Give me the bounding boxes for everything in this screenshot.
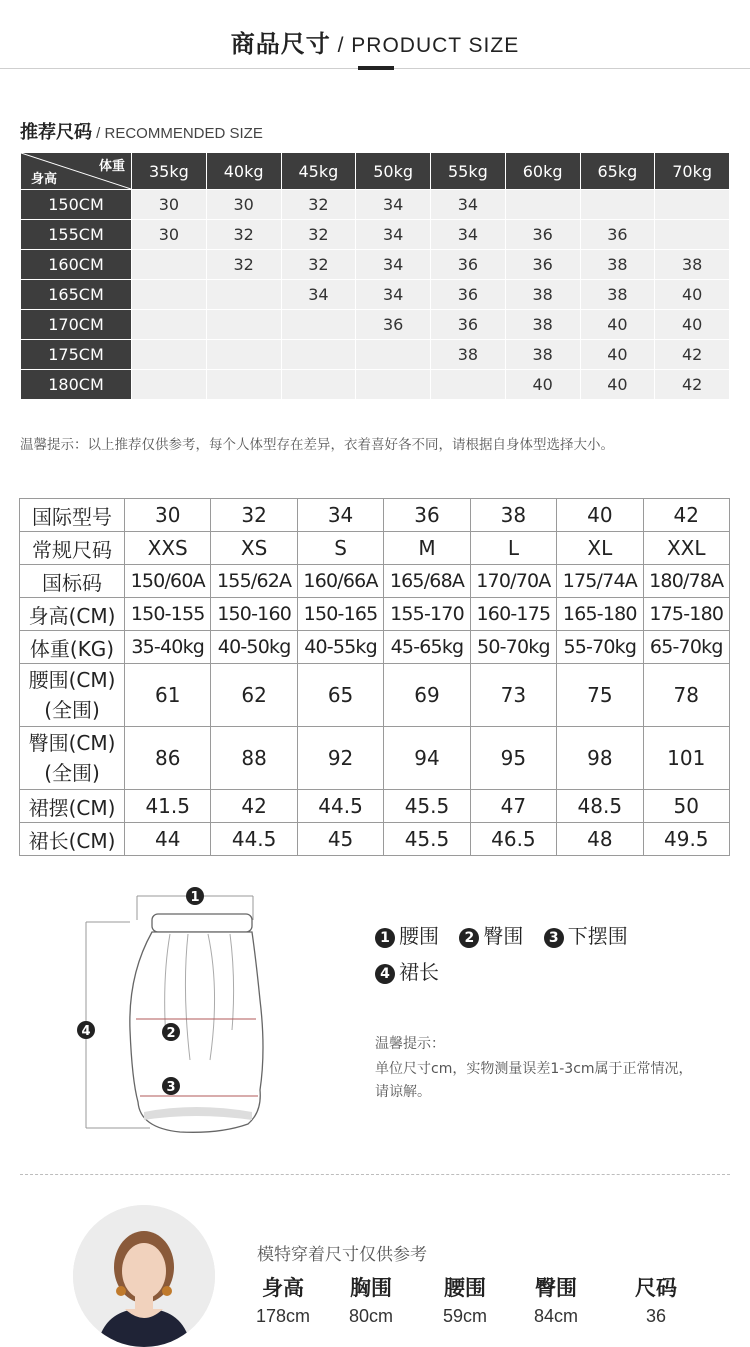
recommended-row (21, 280, 730, 310)
model-note: 模特穿着尺寸仅供参考 (257, 1245, 427, 1265)
size-cell: 86 (125, 727, 211, 790)
svg-text:3: 3 (166, 1080, 176, 1095)
page-header (0, 0, 750, 70)
skirt-illustration (70, 880, 290, 1150)
recommended-size-cell: 36 (356, 310, 431, 340)
size-cell: 65-70kg (643, 631, 729, 664)
legend-label: 下摆围 (567, 924, 628, 948)
model-avatar (73, 1205, 215, 1347)
row-label-text: 身高(CM) (28, 603, 116, 628)
recommended-size-cell (655, 190, 730, 220)
size-cell: 42 (643, 499, 729, 532)
recommended-size-cell (655, 220, 730, 250)
size-cell: 45.5 (384, 823, 470, 856)
size-cell: 34 (297, 499, 383, 532)
recommended-row (21, 370, 730, 400)
model-stat-waist (420, 1272, 510, 1327)
row-label-subtext: (全围) (44, 698, 100, 722)
size-cell: 48 (557, 823, 643, 856)
size-cell: 30 (125, 499, 211, 532)
recommended-size-cell (206, 280, 281, 310)
recommended-size-cell (281, 340, 356, 370)
size-cell: L (470, 532, 556, 565)
recommended-size-cell: 32 (206, 220, 281, 250)
weight-header-row (21, 153, 730, 190)
recommended-size-cell: 42 (655, 370, 730, 400)
recommended-size-cell (281, 310, 356, 340)
size-row (20, 598, 730, 631)
recommended-size-cell (281, 370, 356, 400)
size-cell: 38 (470, 499, 556, 532)
recommended-size-cell: 34 (431, 190, 506, 220)
row-label-text: 国标码 (42, 570, 102, 595)
recommended-size-cell: 40 (580, 310, 655, 340)
row-label-text: 体重(KG) (29, 636, 115, 661)
recommended-size-cell: 36 (431, 310, 506, 340)
recommended-size-cell (431, 370, 506, 400)
legend-hem (544, 920, 628, 949)
size-cell: 45.5 (384, 790, 470, 823)
corner-cell (21, 153, 132, 190)
stat-value: 59cm (442, 1306, 487, 1326)
size-cell: 44.5 (211, 823, 297, 856)
weight-header: 65kg (580, 153, 655, 190)
marker-3 (162, 1077, 180, 1095)
recommended-size-cell (206, 310, 281, 340)
size-row (20, 532, 730, 565)
recommended-size-cell: 38 (580, 280, 655, 310)
recommended-row (21, 220, 730, 250)
measurement-legend (375, 920, 695, 992)
row-label-text: 腰围(CM) (28, 668, 116, 692)
marker-2 (162, 1023, 180, 1041)
recommended-size-cell (132, 370, 207, 400)
recommended-size-cell: 34 (431, 220, 506, 250)
size-cell: 175-180 (643, 598, 729, 631)
size-cell: 150/60A (125, 565, 211, 598)
corner-weight-label: 体重 (98, 159, 125, 174)
size-cell: 78 (643, 664, 729, 727)
recommended-size-cell: 38 (505, 310, 580, 340)
height-header: 170CM (21, 310, 132, 340)
title-underline (358, 66, 394, 70)
size-cell: 88 (211, 727, 297, 790)
row-label-text: 裙长(CM) (28, 828, 116, 853)
size-row (20, 664, 730, 727)
recommended-size-cell (356, 370, 431, 400)
recommended-size-table (20, 152, 730, 400)
size-cell: 165-180 (557, 598, 643, 631)
height-header: 150CM (21, 190, 132, 220)
size-row (20, 790, 730, 823)
size-cell: 62 (211, 664, 297, 727)
recommended-size-cell: 40 (505, 370, 580, 400)
legend-number: 3 (544, 928, 564, 948)
size-cell: 180/78A (643, 565, 729, 598)
legend-length (375, 956, 439, 985)
recommended-size-cell: 32 (281, 250, 356, 280)
recommended-size-cell: 36 (505, 250, 580, 280)
recommended-size-cell: 30 (206, 190, 281, 220)
size-cell: 150-160 (211, 598, 297, 631)
size-row-label (20, 499, 125, 532)
weight-header: 55kg (431, 153, 506, 190)
size-cell: 95 (470, 727, 556, 790)
size-cell: 32 (211, 499, 297, 532)
recommended-size-cell: 30 (132, 190, 207, 220)
stat-value: 178cm (255, 1306, 311, 1326)
size-cell: 47 (470, 790, 556, 823)
size-cell: 170/70A (470, 565, 556, 598)
size-row (20, 727, 730, 790)
recommended-size-cell: 32 (206, 250, 281, 280)
height-header: 180CM (21, 370, 132, 400)
weight-header: 50kg (356, 153, 431, 190)
size-cell: 48.5 (557, 790, 643, 823)
size-cell: 42 (211, 790, 297, 823)
size-row-label (20, 631, 125, 664)
size-cell: 75 (557, 664, 643, 727)
recommended-size-cell: 34 (281, 280, 356, 310)
recommended-size-cell: 36 (431, 280, 506, 310)
recommended-size-cell: 36 (505, 220, 580, 250)
size-cell: 150-165 (297, 598, 383, 631)
svg-text:1: 1 (190, 890, 200, 905)
legend-number: 1 (375, 928, 395, 948)
svg-text:2: 2 (166, 1026, 176, 1041)
recommended-size-cell: 36 (431, 250, 506, 280)
stat-label: 腰围 (444, 1276, 486, 1300)
row-label-text: 国际型号 (32, 504, 112, 529)
weight-header: 45kg (281, 153, 356, 190)
stat-label: 身高 (262, 1276, 304, 1300)
legend-label: 腰围 (399, 924, 439, 948)
size-cell: 40-55kg (297, 631, 383, 664)
size-cell: 98 (557, 727, 643, 790)
weight-header: 60kg (505, 153, 580, 190)
size-tip: 温馨提示：以上推荐仅供参考，每个人体型存在差异，衣着喜好各不同，请根据自身体型选择大小。 (20, 437, 614, 453)
size-cell: XXL (643, 532, 729, 565)
size-cell: XXS (125, 532, 211, 565)
legend-number: 4 (375, 964, 395, 984)
legend-waist (375, 920, 439, 949)
size-row-label (20, 790, 125, 823)
stat-label: 臀围 (535, 1276, 577, 1300)
size-cell: 73 (470, 664, 556, 727)
weight-header: 35kg (132, 153, 207, 190)
size-cell: 165/68A (384, 565, 470, 598)
size-cell: 69 (384, 664, 470, 727)
recommended-size-cell (132, 250, 207, 280)
size-cell: 49.5 (643, 823, 729, 856)
svg-text:4: 4 (81, 1024, 91, 1039)
recommended-size-cell (206, 340, 281, 370)
size-cell: 41.5 (125, 790, 211, 823)
size-cell: S (297, 532, 383, 565)
marker-1 (186, 887, 204, 905)
model-stat-hip (511, 1272, 601, 1327)
size-cell: 94 (384, 727, 470, 790)
recommended-size-cell: 38 (580, 250, 655, 280)
recommended-size-cell: 34 (356, 190, 431, 220)
size-cell: M (384, 532, 470, 565)
recommended-row (21, 310, 730, 340)
recommended-row (21, 340, 730, 370)
section-divider (20, 1174, 730, 1175)
size-cell: 160-175 (470, 598, 556, 631)
size-row-label (20, 598, 125, 631)
recommended-size-cell: 40 (580, 370, 655, 400)
note-body: 单位尺寸cm，实物测量误差1-3cm属于正常情况，请谅解。 (375, 1061, 693, 1100)
height-header: 160CM (21, 250, 132, 280)
row-label-subtext: (全围) (44, 761, 100, 785)
recommended-size-cell: 32 (281, 190, 356, 220)
size-cell: 175/74A (557, 565, 643, 598)
weight-header: 40kg (206, 153, 281, 190)
recommended-size-cell (580, 190, 655, 220)
row-label-text: 裙摆(CM) (28, 795, 116, 820)
model-stat-height (238, 1272, 328, 1327)
note-title: 温馨提示： (375, 1036, 445, 1052)
size-cell: 45-65kg (384, 631, 470, 664)
recommended-row (21, 250, 730, 280)
size-cell: 50 (643, 790, 729, 823)
size-cell: 155-170 (384, 598, 470, 631)
stat-label: 尺码 (635, 1276, 677, 1300)
model-stat-bust (326, 1272, 416, 1327)
recommended-size-cell (505, 190, 580, 220)
size-row (20, 823, 730, 856)
recommended-size-cell: 30 (132, 220, 207, 250)
size-cell: 46.5 (470, 823, 556, 856)
size-cell: 155/62A (211, 565, 297, 598)
size-cell: 40 (557, 499, 643, 532)
recommended-size-cell: 38 (431, 340, 506, 370)
recommended-size-cell: 34 (356, 250, 431, 280)
size-cell: XL (557, 532, 643, 565)
recommended-size-cell (132, 310, 207, 340)
recommended-title: 推荐尺码 / RECOMMENDED SIZE (20, 122, 263, 143)
size-row (20, 499, 730, 532)
size-cell: 50-70kg (470, 631, 556, 664)
size-cell: 44 (125, 823, 211, 856)
size-row (20, 565, 730, 598)
recommended-size-cell: 34 (356, 280, 431, 310)
stat-label: 胸围 (350, 1276, 392, 1300)
size-cell: 150-155 (125, 598, 211, 631)
recommended-size-cell (356, 340, 431, 370)
model-stat-size (611, 1272, 701, 1327)
recommended-size-cell: 34 (356, 220, 431, 250)
size-row-label (20, 565, 125, 598)
marker-4 (77, 1021, 95, 1039)
recommended-size-cell (132, 280, 207, 310)
row-label-text: 常规尺码 (32, 537, 112, 562)
size-cell: 44.5 (297, 790, 383, 823)
size-cell: 65 (297, 664, 383, 727)
recommended-size-cell: 32 (281, 220, 356, 250)
recommended-row (21, 190, 730, 220)
size-cell: 61 (125, 664, 211, 727)
size-cell: 160/66A (297, 565, 383, 598)
recommended-size-cell: 38 (505, 340, 580, 370)
recommended-size-cell: 38 (505, 280, 580, 310)
size-cell: 101 (643, 727, 729, 790)
size-cell: 55-70kg (557, 631, 643, 664)
height-header: 155CM (21, 220, 132, 250)
size-cell: 92 (297, 727, 383, 790)
stat-value: 36 (645, 1306, 667, 1326)
legend-label: 臀围 (483, 924, 524, 948)
corner-height-label: 身高 (31, 172, 58, 187)
stat-value: 80cm (348, 1306, 393, 1326)
size-chart-table (19, 498, 730, 856)
recommended-size-cell: 42 (655, 340, 730, 370)
page-title: 商品尺寸 / PRODUCT SIZE (230, 30, 520, 58)
size-cell: 36 (384, 499, 470, 532)
recommended-size-cell: 40 (580, 340, 655, 370)
stat-value: 84cm (533, 1306, 578, 1326)
legend-number: 2 (459, 928, 479, 948)
legend-label: 裙长 (399, 960, 439, 984)
recommended-size-cell (132, 340, 207, 370)
recommended-size-cell: 40 (655, 280, 730, 310)
size-cell: XS (211, 532, 297, 565)
row-label-text: 臀围(CM) (28, 731, 116, 755)
size-cell: 45 (297, 823, 383, 856)
recommended-size-cell: 36 (580, 220, 655, 250)
size-row-label (20, 664, 125, 727)
skirt-measurement-diagram (70, 880, 290, 1154)
size-cell: 40-50kg (211, 631, 297, 664)
size-cell: 35-40kg (125, 631, 211, 664)
height-header: 165CM (21, 280, 132, 310)
recommended-size-cell (206, 370, 281, 400)
recommended-size-cell: 40 (655, 310, 730, 340)
recommended-size-cell: 38 (655, 250, 730, 280)
legend-hip (459, 920, 523, 949)
weight-header: 70kg (655, 153, 730, 190)
size-row-label (20, 532, 125, 565)
size-row-label (20, 823, 125, 856)
height-header: 175CM (21, 340, 132, 370)
size-row (20, 631, 730, 664)
size-row-label (20, 727, 125, 790)
